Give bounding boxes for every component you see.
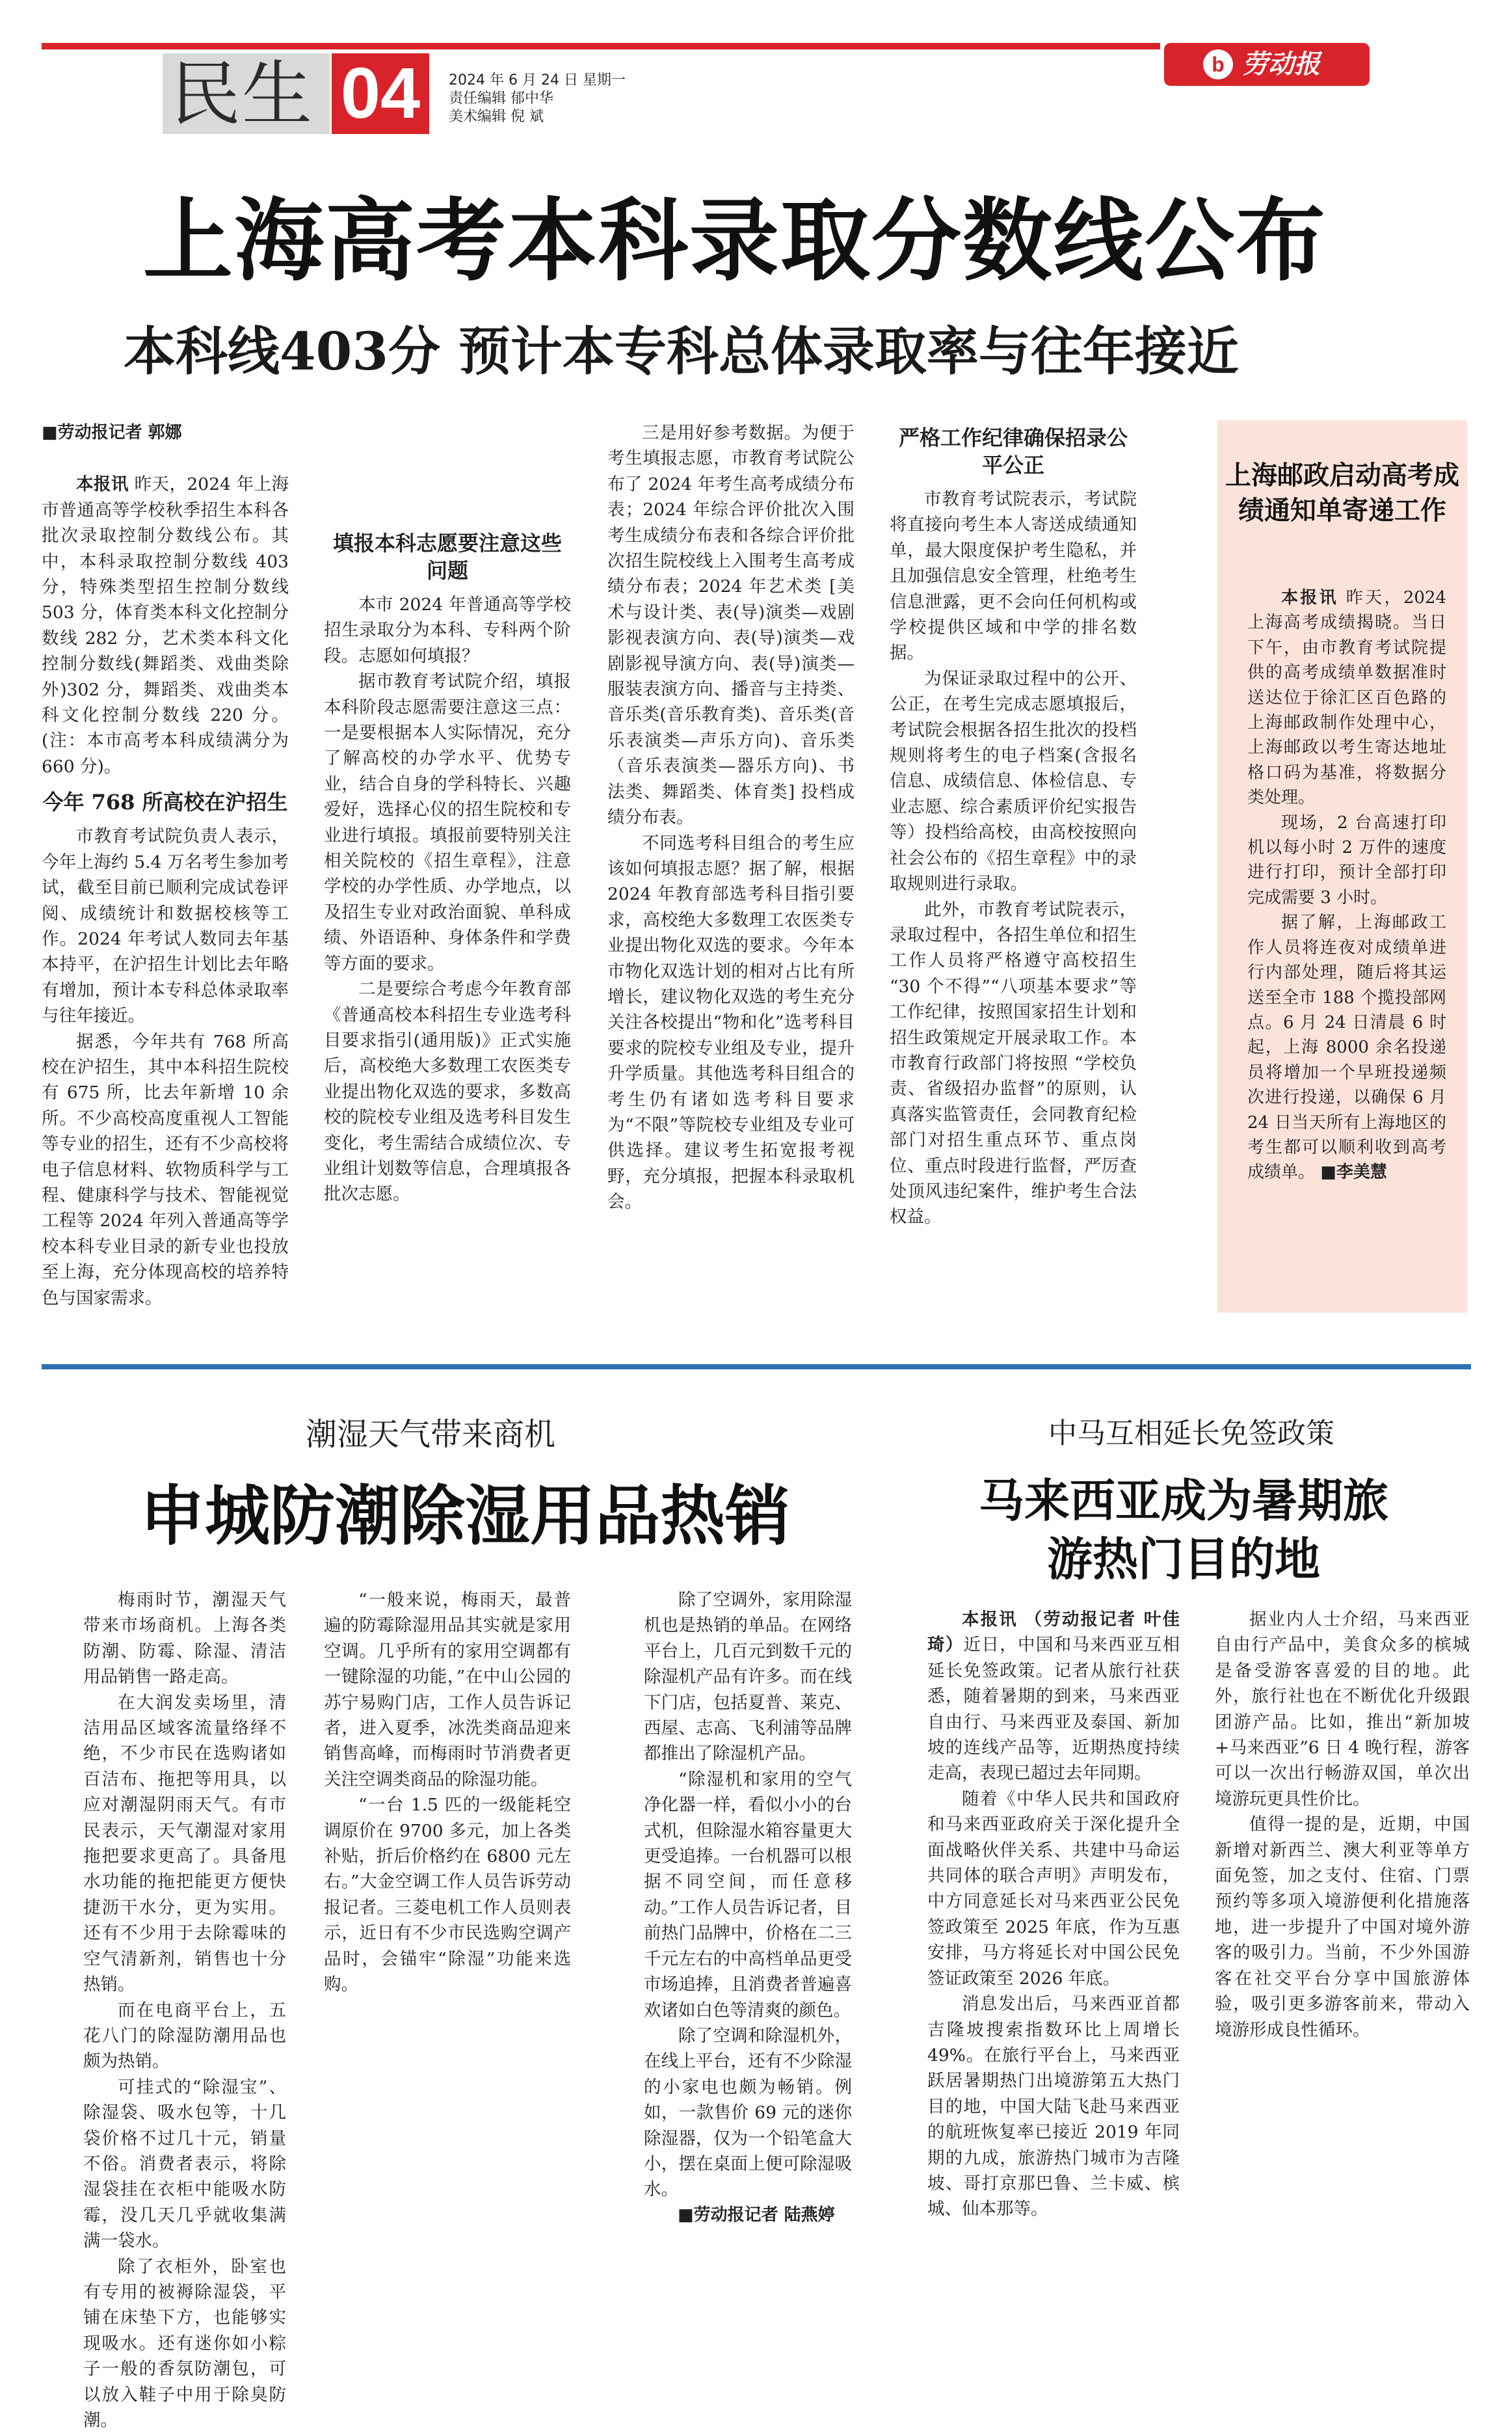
subtitle-colleges: 今年 768 所高校在沪招生 [42,790,288,815]
story2-paragraph: 在大润发卖场里，清洁用品区域客流量络绎不绝，不少市民在选购诸如百洁布、拖把等用具，以应对潮湿阴雨天气。有市民表示，天气潮湿对家用拖把要求更高了。具备甩水功能的拖把能更方便快捷沥干水分，更为实用。还有不少用于去除霉味的空气清新剂，销售也十分热销。 [83,1692,286,1995]
section-divider [42,1364,1471,1369]
story2-paragraph: 除了空调外，家用除湿机也是热销的单品。在网络平台上，几百元到数千元的除湿机产品有许多。而在线下门店，包括夏普、莱克、西屋、志高、飞利浦等品牌都推出了除湿机产品。 [644,1590,852,1764]
issue-date: 2024 年 6 月 24 日 星期一 [449,72,626,88]
main-paragraph: 本市 2024 年普通高等学校招生录取分为本科、专科两个阶段。志愿如何填报？ [324,595,571,666]
story3-paragraph: 值得一提的是，近期，中国新增对新西兰、澳大利亚等单方面免签，加之支付、住宿、门票预约等多项入境游便利化措施落地，进一步提升了中国对境外游客的吸引力。当前，不少外国游客在社交平台分享中国旅游体验，吸引更多游客前来，带动入境游形成良性循环。 [1215,1814,1470,2040]
main-paragraph: 不同选考科目组合的考生应该如何填报志愿？据了解，根据 2024 年教育部选考科目指引要求，高校绝大多数理工农医类专业提出物化双选的要求。今年本市物化双选计划的相对占比有所增长，建议物化双选的考生充分关注各校提出“物和化”选考科目要求的院校专业组及专业，提升升学质量。其他选考科目组合的考生仍有诸如选考科目要求为“不限”等院校专业组及专业可供选择。建议考生拓宽报考视野，充分填报，把握本科录取机会。 [607,833,855,1213]
dateline: 本报讯 [76,474,129,495]
main-paragraph: 本报讯 昨天，2024 年上海市普通高等学校秋季招生本科各批次录取控制分数线公布。其中，本科录取控制分数线 403 分，特殊类型招生控制分数线 503 分，体育类本科文化控制分数线 282 分，艺术类本科文化控制分数线(舞蹈类、戏曲类除外)302 分，舞蹈类、戏曲类本科文化控制分数线 220 分。(注：本市高考本科成绩满分为 660 分)。 [42,474,289,777]
story2-paragraph: 除了衣柜外，卧室也有专用的被褥除湿袋，平铺在床垫下方，也能够实现吸水。还有迷你如小粽子一般的香氛防潮包，可以放入鞋子中用于除臭防潮。 [83,2256,286,2430]
logo-text: 劳动报 [1242,49,1320,79]
story3-paragraph: 本报讯 （劳动报记者 叶佳琦）近日，中国和马来西亚互相延长免签政策。记者从旅行社获悉，随着暑期的到来，马来西亚自由行、马来西亚及泰国、新加坡的连线产品等，近期热度持续走高，表现已超过去年同期。 [927,1609,1180,1784]
subtitle-volunteer: 填报本科志愿要注意这些问题 [332,531,562,583]
main-paragraph: 据悉，今年共有 768 所高校在沪招生，其中本科招生院校有 675 所，比去年新增 10 余所。不少高校高度重视人工智能等专业的招生，还有不少高校将电子信息材料、软物质科学与工程、健康科学与技术、智能视觉工程等 2024 年列入普通高等学校本科专业目录的新专业也投放至上海，充分体现高校的培养特色与国家需求。 [42,1031,289,1308]
story3-kicker: 中马互相延长免签政策 [1048,1417,1334,1450]
masthead-rule [42,43,1160,49]
page-number: 04 [340,53,421,133]
story3-column-2 [1215,1607,1470,2244]
story2-column-1 [83,1587,286,2430]
sidebar-dateline: 本报讯 [1281,588,1339,608]
main-column-3 [607,420,855,1318]
story2-paragraph: 除了空调和除湿机外，在线上平台，还有不少除湿的小家电也颇为畅销。例如，一款售价 69 元的迷你除湿器，仅为一个铅笔盒大小，摆在桌面上便可除湿吸水。 [644,2025,852,2200]
story3-paragraph: 消息发出后，马来西亚首都吉隆坡搜索指数环比上周增长 49%。在旅行平台上，马来西亚跃居暑期热门出境游第五大热门目的地，中国大陆飞赴马来西亚的航班恢复率已接近 2019 年同期的九成，旅游热门城市为吉隆坡、哥打京那巴鲁、兰卡威、槟城、仙本那等。 [927,1994,1180,2220]
main-paragraph: 据市教育考试院介绍，填报本科阶段志愿需要注意这三点：一是要根据本人实际情况，充分了解高校的办学水平、优势专业，结合自身的学科特长、兴趣爱好，选择心仪的招生院校和专业进行填报。填报前要特别关注相关院校的《招生章程》，注意学校的办学性质、办学地点，以及招生专业对政治面貌、单科成绩、外语语种、身体条件和学费等方面的要求。 [324,671,571,974]
main-column-1 [42,420,289,1318]
story2-paragraph: “除湿机和家用的空气净化器一样，看似小小的台式机，但除湿水箱容量更大更受追捧。一台机器可以根据不同空间，而任意移动。”工作人员告诉记者，目前热门品牌中，价格在二三千元左右的中高档单品更受市场追捧，且消费者普遍喜欢诸如白色等清爽的颜色。 [644,1769,852,2021]
story2-column-2 [324,1587,571,2244]
story3-headline: 马来西亚成为暑期旅游热门目的地 [979,1473,1388,1586]
story2-paragraph: “一般来说，梅雨天，最普遍的防霉除湿用品其实就是家用空调。几乎所有的家用空调都有一键除湿的功能，”在中山公园的苏宁易购门店，工作人员告诉记者，进入夏季，冰洗类商品迎来销售高峰，而梅雨时节消费者更关注空调类商品的除湿功能。 [324,1590,571,1790]
sidebar-signature: ■李美慧 [1320,1163,1387,1183]
section-name: 民生 [170,54,314,135]
story3-byline: （劳动报记者 叶佳琦） [927,1609,1180,1656]
sidebar-paragraph: 据了解，上海邮政工作人员将连夜对成绩单进行内部处理，随后将其运送至全市 188 个揽投部网点。6 月 24 日清晨 6 时起，上海 8000 余名投递员将增加一个早班投递频次进行投递，以确保 6 月 24 日当天所有上海地区的考生都可以顺利收到高考成绩单。 ■李美慧 [1247,913,1446,1183]
story2-paragraph: “一台 1.5 匹的一级能耗空调原价在 9700 多元，加上各类补贴，折后价格约在 6800 元左右。”大金空调工作人员告诉劳动报记者。三菱电机工作人员则表示，近日有不少市民选购空调产品时，会锚牢“除湿”功能来选购。 [324,1795,571,1995]
main-column-4 [890,420,1137,1318]
subtitle-discipline: 严格工作纪律确保招录公平公正 [898,425,1128,477]
art-editor: 美术编辑 倪 斌 [449,109,544,125]
main-paragraph: 二是要综合考虑今年教育部《普通高校本科招生专业选考科目要求指引(通用版)》正式实施后，高校绝大多数理工农医类专业提出物化双选的要求，多数高校的院校专业组及选考科目发生变化，考生需结合成绩位次、专业组计划数等信息，合理填报各批次志愿。 [324,979,571,1205]
story2-paragraph: 而在电商平台上，五花八门的除湿防潮用品也颇为热销。 [83,2000,286,2072]
main-byline: ■劳动报记者 郭娜 [42,423,182,442]
main-headline: 上海高考本科录取分数线公布 [143,187,1327,293]
story2-kicker: 潮湿天气带来商机 [306,1416,556,1453]
sidebar-body [1247,585,1446,1295]
story3-dateline: 本报讯 [962,1609,1018,1630]
logo-mark-icon: b [1203,49,1233,79]
story2-paragraph: 梅雨时节，潮湿天气带来市场商机。上海各类防潮、防霉、除湿、清洁用品销售一路走高。 [83,1590,286,1687]
story3-paragraph: 随着《中华人民共和国政府和马来西亚政府关于深化提升全面战略伙伴关系、共建中马命运共同体的联合声明》声明发布，中方同意延长对马来西亚公民免签政策至 2025 年底，作为互惠安排，马方将延长对中国公民免签证政策至 2026 年底。 [927,1788,1180,1989]
main-paragraph: 为保证录取过程中的公开、公正，在考生完成志愿填报后，考试院会根据各招生批次的投档规则将考生的电子档案(含报名信息、成绩信息、体检信息、专业志愿、综合素质评价纪实报告等）投档给高校，由高校按照向社会公布的《招生章程》中的录取规则进行录取。 [890,668,1137,894]
story3-paragraph: 据业内人士介绍，马来西亚自由行产品中，美食众多的槟城是备受游客喜爱的目的地。此外，旅行社也在不断优化升级跟团游产品。比如，推出“新加坡+马来西亚”6 日 4 晚行程，游客可以一次出行畅游双国，单次出境游玩更具性价比。 [1215,1609,1470,1809]
main-paragraph: 市教育考试院负责人表示，今年上海约 5.4 万名考生参加考试，截至目前已顺利完成试卷评阅、成绩统计和数据校核等工作。2024 年考试人数同去年基本持平，在沪招生计划比去年略有增加，预计本专科总体录取率与往年接近。 [42,826,289,1027]
story2-column-3 [644,1587,852,2244]
main-column-2 [324,420,571,1318]
responsible-editor: 责任编辑 郁中华 [449,90,553,107]
sidebar-paragraph: 本报讯 昨天，2024 上海高考成绩揭晓。当日下午，由市教育考试院提供的高考成绩单数据准时送达位于徐汇区百色路的上海邮政制作处理中心，上海邮政以考生寄达地址格口码为基准，将数据分类处理。 [1247,588,1446,808]
story2-byline: ■劳动报记者 陆燕婷 [678,2205,835,2225]
story3-column-1 [927,1607,1180,2244]
sidebar-title: 上海邮政启动高考成绩通知单寄递工作 [1225,460,1459,526]
main-paragraph: 此外，市教育考试院表示，录取过程中，各招生单位和招生工作人员将严格遵守高校招生 “30 个不得”“八项基本要求”等工作纪律，按照国家招生计划和招生政策规定开展录取工作。本市教育行政部门将按照 “学校负责、省级招办监督”的原则，认真落实监管责任，会同教育纪检部门对招生重点环节、重点岗位、重点时段进行监督，严厉查处顶风违纪案件，维护考生合法权益。 [890,899,1137,1228]
sidebar-paragraph: 现场，2 台高速打印机以每小时 2 万件的速度进行打印，预计全部打印完成需要 3 小时。 [1247,813,1446,907]
main-paragraph: 市教育考试院表示，考试院将直接向考生本人寄送成绩通知单，最大限度保护考生隐私，并且加强信息安全管理，杜绝考生信息泄露，更不会向任何机构或学校提供区域和中学的排名数据。 [890,489,1137,664]
story2-paragraph: 可挂式的“除湿宝”、除湿袋、吸水包等，十几袋价格不过几十元，销量不俗。消费者表示，将除湿袋挂在衣柜中能吸水防霉，没几天几乎就收集满满一袋水。 [83,2077,286,2252]
story2-headline: 申城防潮除湿用品热销 [140,1477,790,1554]
main-subheadline: 本科线403分 预计本专科总体录取率与往年接近 [124,321,1239,382]
main-paragraph: 三是用好参考数据。为便于考生填报志愿，市教育考试院公布了 2024 年考生高考成绩分布表；2024 年综合评价批次入围考生成绩分布表和各综合评价批次招生院校线上入围考生高考成绩分布表；2024 年艺术类 [美术与设计类、表(导)演类—戏剧影视表演方向、表(导)演类—戏剧影视导演方向、表(导)演类—服装表演方向、播音与主持类、音乐类(音乐教育类)、音乐类(音乐表演类—声乐方向)、音乐类（音乐表演类—器乐方向)、书法类、舞蹈类、体育类] 投档成绩分布表。 [607,423,855,828]
